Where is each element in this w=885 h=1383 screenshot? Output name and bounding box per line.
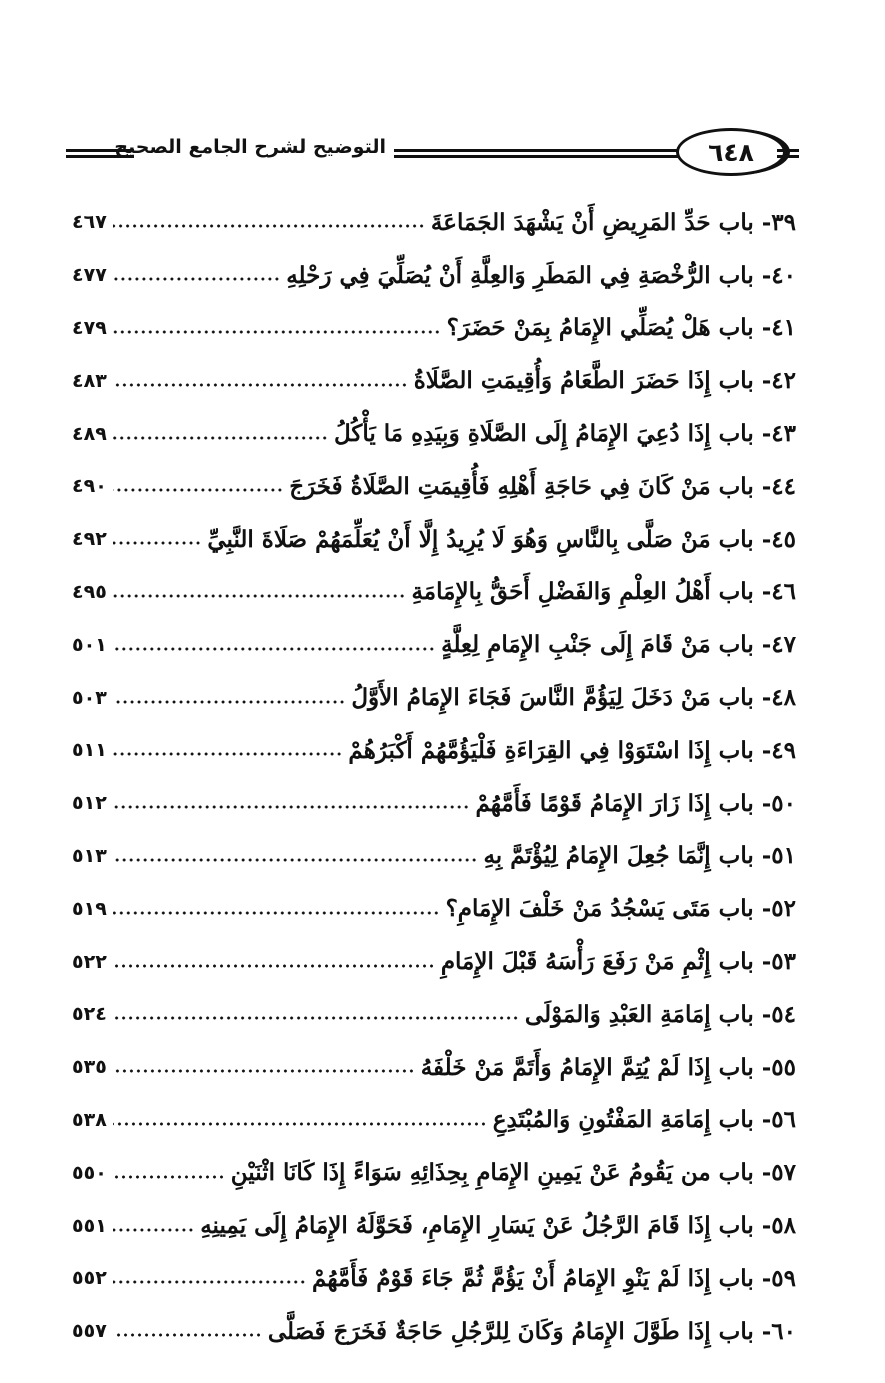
entry-page-number: ٤٩٢ xyxy=(72,528,107,551)
toc-entry xyxy=(72,513,796,566)
entry-title: ٤٢- باب إِذَا حَضَرَ الطَّعَامُ وَأُقِيمَتِ الصَّلَاةُ xyxy=(413,367,796,395)
header-rule-center xyxy=(394,149,694,158)
dot-leader xyxy=(113,911,440,915)
toc-entry xyxy=(72,882,796,935)
entry-page-number: ٥٠٣ xyxy=(72,686,107,709)
toc-entry xyxy=(72,566,796,619)
entry-title: ٥٤- باب إِمَامَةِ العَبْدِ وَالمَوْلَى xyxy=(524,1000,796,1028)
dot-leader xyxy=(113,277,280,281)
dot-leader xyxy=(113,594,406,598)
entry-page-number: ٤٨٣ xyxy=(72,369,107,392)
toc-entry xyxy=(72,1305,796,1358)
entry-title: ٥١- باب إِنَّمَا جُعِلَ الإِمَامُ لِيُؤْتَمَّ بِهِ xyxy=(483,842,796,870)
entry-title: ٤٩- باب إِذَا اسْتَوَوْا فِي القِرَاءَةِ فَلْيَؤُمَّهُمْ أَكْبَرُهُمْ xyxy=(348,736,796,764)
entry-page-number: ٥٣٥ xyxy=(72,1056,107,1079)
entry-page-number: ٥٢٤ xyxy=(72,1003,107,1026)
toc-entry xyxy=(72,196,796,249)
toc-entry xyxy=(72,1252,796,1305)
dot-leader xyxy=(113,805,470,809)
header-rule-right xyxy=(777,149,799,158)
entry-page-number: ٤٩٠ xyxy=(72,475,107,498)
entry-page-number: ٤٧٧ xyxy=(72,264,107,287)
entry-page-number: ٥١٣ xyxy=(72,844,107,867)
entry-page-number: ٥١١ xyxy=(72,739,107,762)
dot-leader xyxy=(113,964,435,968)
dot-leader xyxy=(113,700,346,704)
entry-title: ٤٤- باب مَنْ كَانَ فِي حَاجَةِ أَهْلِهِ فَأُقِيمَتِ الصَّلَاةُ فَخَرَجَ xyxy=(289,472,796,500)
entry-title: ٣٩- باب حَدِّ المَرِيضِ أَنْ يَشْهَدَ الجَمَاعَةَ xyxy=(430,208,796,236)
dot-leader xyxy=(113,858,478,862)
dot-leader xyxy=(113,436,328,440)
dot-leader xyxy=(113,752,343,756)
running-title: التوضيح لشرح الجامع الصحيح xyxy=(114,136,386,158)
toc-entry xyxy=(72,1094,796,1147)
entry-title: ٥٦- باب إِمَامَةِ المَفْتُونِ وَالمُبْتَدِعِ xyxy=(492,1106,796,1134)
entry-page-number: ٥٥٠ xyxy=(72,1161,107,1184)
entry-page-number: ٥٢٢ xyxy=(72,950,107,973)
toc-entry xyxy=(72,407,796,460)
dot-leader xyxy=(113,1280,306,1284)
entry-title: ٥٧- باب من يَقُومُ عَنْ يَمِينِ الإِمَامِ بِحِذَائِهِ سَوَاءً إِذَا كَانَا اثْنَيْنِ xyxy=(230,1159,796,1187)
toc-entry xyxy=(72,724,796,777)
entry-title: ٥٩- باب إِذَا لَمْ يَنْوِ الإِمَامُ أَنْ يَؤُمَّ ثُمَّ جَاءَ قَوْمٌ فَأَمَّهُمْ xyxy=(312,1264,796,1292)
dot-leader xyxy=(113,1175,225,1179)
entry-title: ٥٣- باب إِثْمِ مَنْ رَفَعَ رَأْسَهُ قَبْلَ الإِمَامِ xyxy=(440,948,796,976)
dot-leader xyxy=(113,224,425,228)
dot-leader xyxy=(113,383,408,387)
entry-title: ٤٠- باب الرُّخْصَةِ فِي المَطَرِ وَالعِلَّةِ أَنْ يُصَلِّيَ فِي رَحْلِهِ xyxy=(286,261,796,289)
dot-leader xyxy=(113,488,283,492)
entry-page-number: ٤٦٧ xyxy=(72,211,107,234)
entry-title: ٥٠- باب إِذَا زَارَ الإِمَامُ قَوْمًا فَأَمَّهُمْ xyxy=(475,789,796,817)
entry-page-number: ٤٩٥ xyxy=(72,580,107,603)
toc-entry xyxy=(72,1146,796,1199)
dot-leader xyxy=(113,1228,194,1232)
page-number-badge xyxy=(676,128,786,176)
entry-title: ٤٨- باب مَنْ دَخَلَ لِيَؤُمَّ النَّاسَ فَجَاءَ الإِمَامُ الأَوَّلُ xyxy=(351,684,796,712)
dot-leader xyxy=(113,1333,262,1337)
entry-title: ٤٦- باب أَهْلُ العِلْمِ وَالفَضْلِ أَحَقُّ بِالإِمَامَةِ xyxy=(411,578,796,606)
toc-entry xyxy=(72,1199,796,1252)
table-of-contents xyxy=(72,196,796,1358)
entry-page-number: ٥٠١ xyxy=(72,633,107,656)
entry-page-number: ٥١٩ xyxy=(72,897,107,920)
entry-page-number: ٤٨٩ xyxy=(72,422,107,445)
toc-entry xyxy=(72,460,796,513)
entry-page-number: ٥٥١ xyxy=(72,1214,107,1237)
toc-entry xyxy=(72,1041,796,1094)
entry-title: ٤٥- باب مَنْ صَلَّى بِالنَّاسِ وَهُوَ لَا يُرِيدُ إِلَّا أَنْ يُعَلِّمَهُمْ صَلَاةَ النَّبِيِّ xyxy=(207,525,796,553)
dot-leader xyxy=(113,1016,519,1020)
toc-entry xyxy=(72,249,796,302)
toc-entry xyxy=(72,830,796,883)
dot-leader xyxy=(113,647,435,651)
toc-entry xyxy=(72,671,796,724)
dot-leader xyxy=(113,330,441,334)
entry-title: ٦٠- باب إِذَا طَوَّلَ الإِمَامُ وَكَانَ لِلرَّجُلِ حَاجَةٌ فَخَرَجَ فَصَلَّى xyxy=(267,1317,796,1345)
dot-leader xyxy=(113,541,202,545)
toc-entry xyxy=(72,988,796,1041)
toc-entry xyxy=(72,302,796,355)
dot-leader xyxy=(113,1069,415,1073)
toc-entry xyxy=(72,354,796,407)
toc-entry xyxy=(72,777,796,830)
page-number: ٦٤٨ xyxy=(708,137,754,167)
entry-title: ٤١- باب هَلْ يُصَلِّي الإِمَامُ بِمَنْ حَضَرَ؟ xyxy=(446,314,796,342)
entry-title: ٥٥- باب إِذَا لَمْ يُتِمَّ الإِمَامُ وَأَتَمَّ مَنْ خَلْفَهُ xyxy=(420,1053,796,1081)
entry-title: ٤٣- باب إِذَا دُعِيَ الإِمَامُ إِلَى الصَّلَاةِ وَبِيَدِهِ مَا يَأْكُلُ xyxy=(334,420,796,448)
entry-page-number: ٤٧٩ xyxy=(72,316,107,339)
entry-page-number: ٥٣٨ xyxy=(72,1108,107,1131)
entry-page-number: ٥٥٢ xyxy=(72,1267,107,1290)
entry-title: ٥٨- باب إِذَا قَامَ الرَّجُلُ عَنْ يَسَارِ الإِمَامِ، فَحَوَّلَهُ الإِمَامُ إِلَى يَمِينِهِ xyxy=(200,1212,796,1240)
entry-page-number: ٥١٢ xyxy=(72,792,107,815)
toc-entry xyxy=(72,618,796,671)
entry-title: ٥٢- باب مَتَى يَسْجُدُ مَنْ خَلْفَ الإِمَامِ؟ xyxy=(445,895,796,923)
entry-page-number: ٥٥٧ xyxy=(72,1320,107,1343)
page-header xyxy=(64,124,794,184)
toc-entry xyxy=(72,935,796,988)
entry-title: ٤٧- باب مَنْ قَامَ إِلَى جَنْبِ الإِمَامِ لِعِلَّةٍ xyxy=(441,631,796,659)
dot-leader xyxy=(113,1122,487,1126)
